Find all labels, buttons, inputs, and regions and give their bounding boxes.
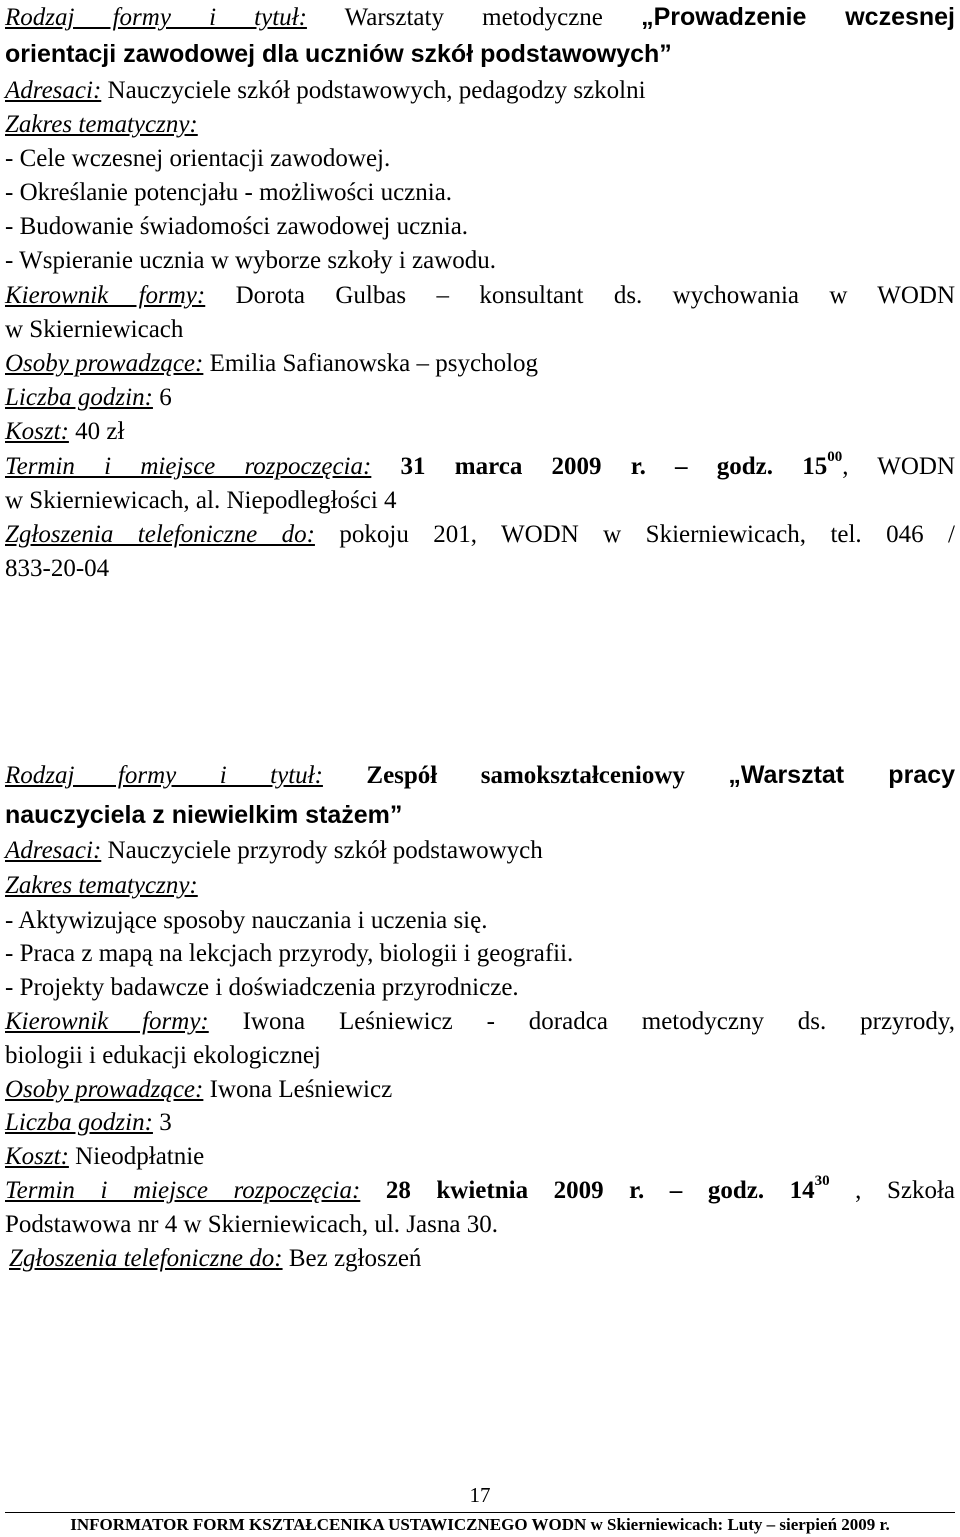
entry1-cost-value: 40 zł	[75, 418, 125, 445]
entry1-manager-line2: w Skierniewicach	[5, 316, 184, 343]
entry2-phone-value: Bez zgłoszeń	[288, 1245, 422, 1272]
manager-label: Kierownik formy:	[5, 282, 206, 309]
phone-label: Zgłoszenia telefoniczne do:	[9, 1245, 283, 1272]
entry2-phone	[9, 1242, 955, 1276]
entry2-manager-value: Iwona Leśniewicz - doradca metodyczny ds. przyrody,	[242, 1008, 956, 1035]
entry1-recipients-value: Nauczyciele szkół podstawowych, pedagodzy szkolni	[107, 77, 646, 104]
entry2-topic: - Praca z mapą na lekcjach przyrody, biologii i geografii.	[5, 940, 574, 967]
hours-label: Liczba godzin:	[5, 384, 153, 411]
entry1-form-type: Warsztaty metodyczne	[344, 4, 603, 31]
entry1-start-line2: w Skierniewicach, al. Niepodległości 4	[5, 487, 397, 514]
entry1-topic: - Cele wczesnej orientacji zawodowej.	[5, 145, 391, 172]
entry2-recipients-value: Nauczyciele przyrody szkół podstawowych	[107, 837, 543, 864]
recipients-label: Adresaci:	[5, 77, 102, 104]
entry1-topic: - Budowanie świadomości zawodowej ucznia.	[5, 213, 469, 240]
entry2-leaders	[5, 1073, 955, 1107]
entry2-start-value	[385, 1172, 830, 1204]
entry1-manager	[5, 279, 955, 313]
entry2-start-minutes: 30	[814, 1172, 830, 1189]
entry2-leaders-value: Iwona Leśniewicz	[209, 1076, 393, 1103]
leaders-label: Osoby prowadzące:	[5, 350, 204, 377]
entry2-start-date: 28 kwietnia 2009 r. – godz. 14	[385, 1177, 815, 1204]
start-label: Termin i miejsce rozpoczęcia:	[5, 1177, 361, 1204]
entry1-topic: - Określanie potencjału - możliwości ucznia.	[5, 179, 453, 206]
entry2-hours	[5, 1106, 955, 1140]
entry1-title-part1: „Prowadzenie wczesnej	[641, 3, 956, 31]
entry2-manager-line2: biologii i edukacji ekologicznej	[5, 1042, 321, 1069]
entry2-manager	[5, 1005, 955, 1039]
cost-label: Koszt:	[5, 1143, 69, 1170]
entry1-leaders	[5, 347, 955, 381]
entry2-topic: - Projekty badawcze i doświadczenia przyrodnicze.	[5, 974, 519, 1001]
entry2-form-type: Zespół samokształceniowy	[366, 762, 685, 789]
entry2-cost-value: Nieodpłatnie	[75, 1143, 205, 1170]
recipients-label: Adresaci:	[5, 837, 102, 864]
entry1-phone-value: pokoju 201, WODN w Skierniewicach, tel. 046 /	[339, 521, 955, 548]
entry2-start-place: , Szkoła	[855, 1177, 955, 1204]
entry2-hours-value: 3	[159, 1109, 172, 1136]
entry1-start-date: 31 marca 2009 r. – godz. 15	[400, 453, 828, 480]
entry2-cost	[5, 1140, 955, 1174]
entry2-title-line2	[5, 798, 955, 833]
entry2-recipients	[5, 834, 955, 868]
entry1-recipients	[5, 74, 955, 108]
form-title-label: Rodzaj formy i tytuł:	[5, 4, 307, 31]
entry2-title-part1: „Warsztat pracy	[728, 761, 956, 789]
entry1-hours-value: 6	[159, 384, 172, 411]
entry1-start-value	[400, 448, 955, 480]
scope-label: Zakres tematyczny:	[5, 111, 198, 138]
entry2-title-line	[5, 758, 955, 793]
entry1-phone	[5, 518, 955, 552]
entry1-cost	[5, 415, 955, 449]
scope-label: Zakres tematyczny:	[5, 872, 198, 899]
cost-label: Koszt:	[5, 418, 69, 445]
entry1-start-minutes: 00	[827, 448, 843, 465]
footer-text: INFORMATOR FORM KSZTAŁCENIKA USTAWICZNEGO WODN w Skierniewicach: Luty – sierpień 2009 r.	[70, 1515, 890, 1534]
entry1-phone-line2: 833-20-04	[5, 555, 110, 582]
entry1-leaders-value: Emilia Safianowska – psycholog	[209, 350, 539, 377]
entry1-start	[5, 450, 955, 484]
entry1-title-line2	[5, 37, 955, 72]
phone-label: Zgłoszenia telefoniczne do:	[5, 521, 315, 548]
page-number: 17	[469, 1483, 491, 1507]
entry2-scope-heading	[5, 869, 955, 903]
start-label: Termin i miejsce rozpoczęcia:	[5, 453, 372, 480]
entry1-title-part2: orientacji zawodowej dla uczniów szkół podstawowych”	[5, 40, 672, 68]
entry1-manager-value: Dorota Gulbas – konsultant ds. wychowania w WODN	[235, 282, 956, 309]
entry2-start	[5, 1174, 955, 1208]
entry2-topic: - Aktywizujące sposoby nauczania i uczenia się.	[5, 907, 488, 934]
entry1-title-line	[5, 0, 955, 35]
form-title-label: Rodzaj formy i tytuł:	[5, 762, 323, 789]
entry2-title-part2: nauczyciela z niewielkim stażem”	[5, 801, 403, 829]
manager-label: Kierownik formy:	[5, 1008, 209, 1035]
entry1-hours	[5, 381, 955, 415]
leaders-label: Osoby prowadzące:	[5, 1076, 204, 1103]
entry1-scope-heading	[5, 108, 955, 142]
footer-divider	[5, 1512, 955, 1513]
hours-label: Liczba godzin:	[5, 1109, 153, 1136]
entry2-start-line2: Podstawowa nr 4 w Skierniewicach, ul. Jasna 30.	[5, 1211, 498, 1238]
entry1-topic: - Wspieranie ucznia w wyborze szkoły i zawodu.	[5, 247, 497, 274]
entry1-start-place: , WODN	[842, 453, 955, 480]
